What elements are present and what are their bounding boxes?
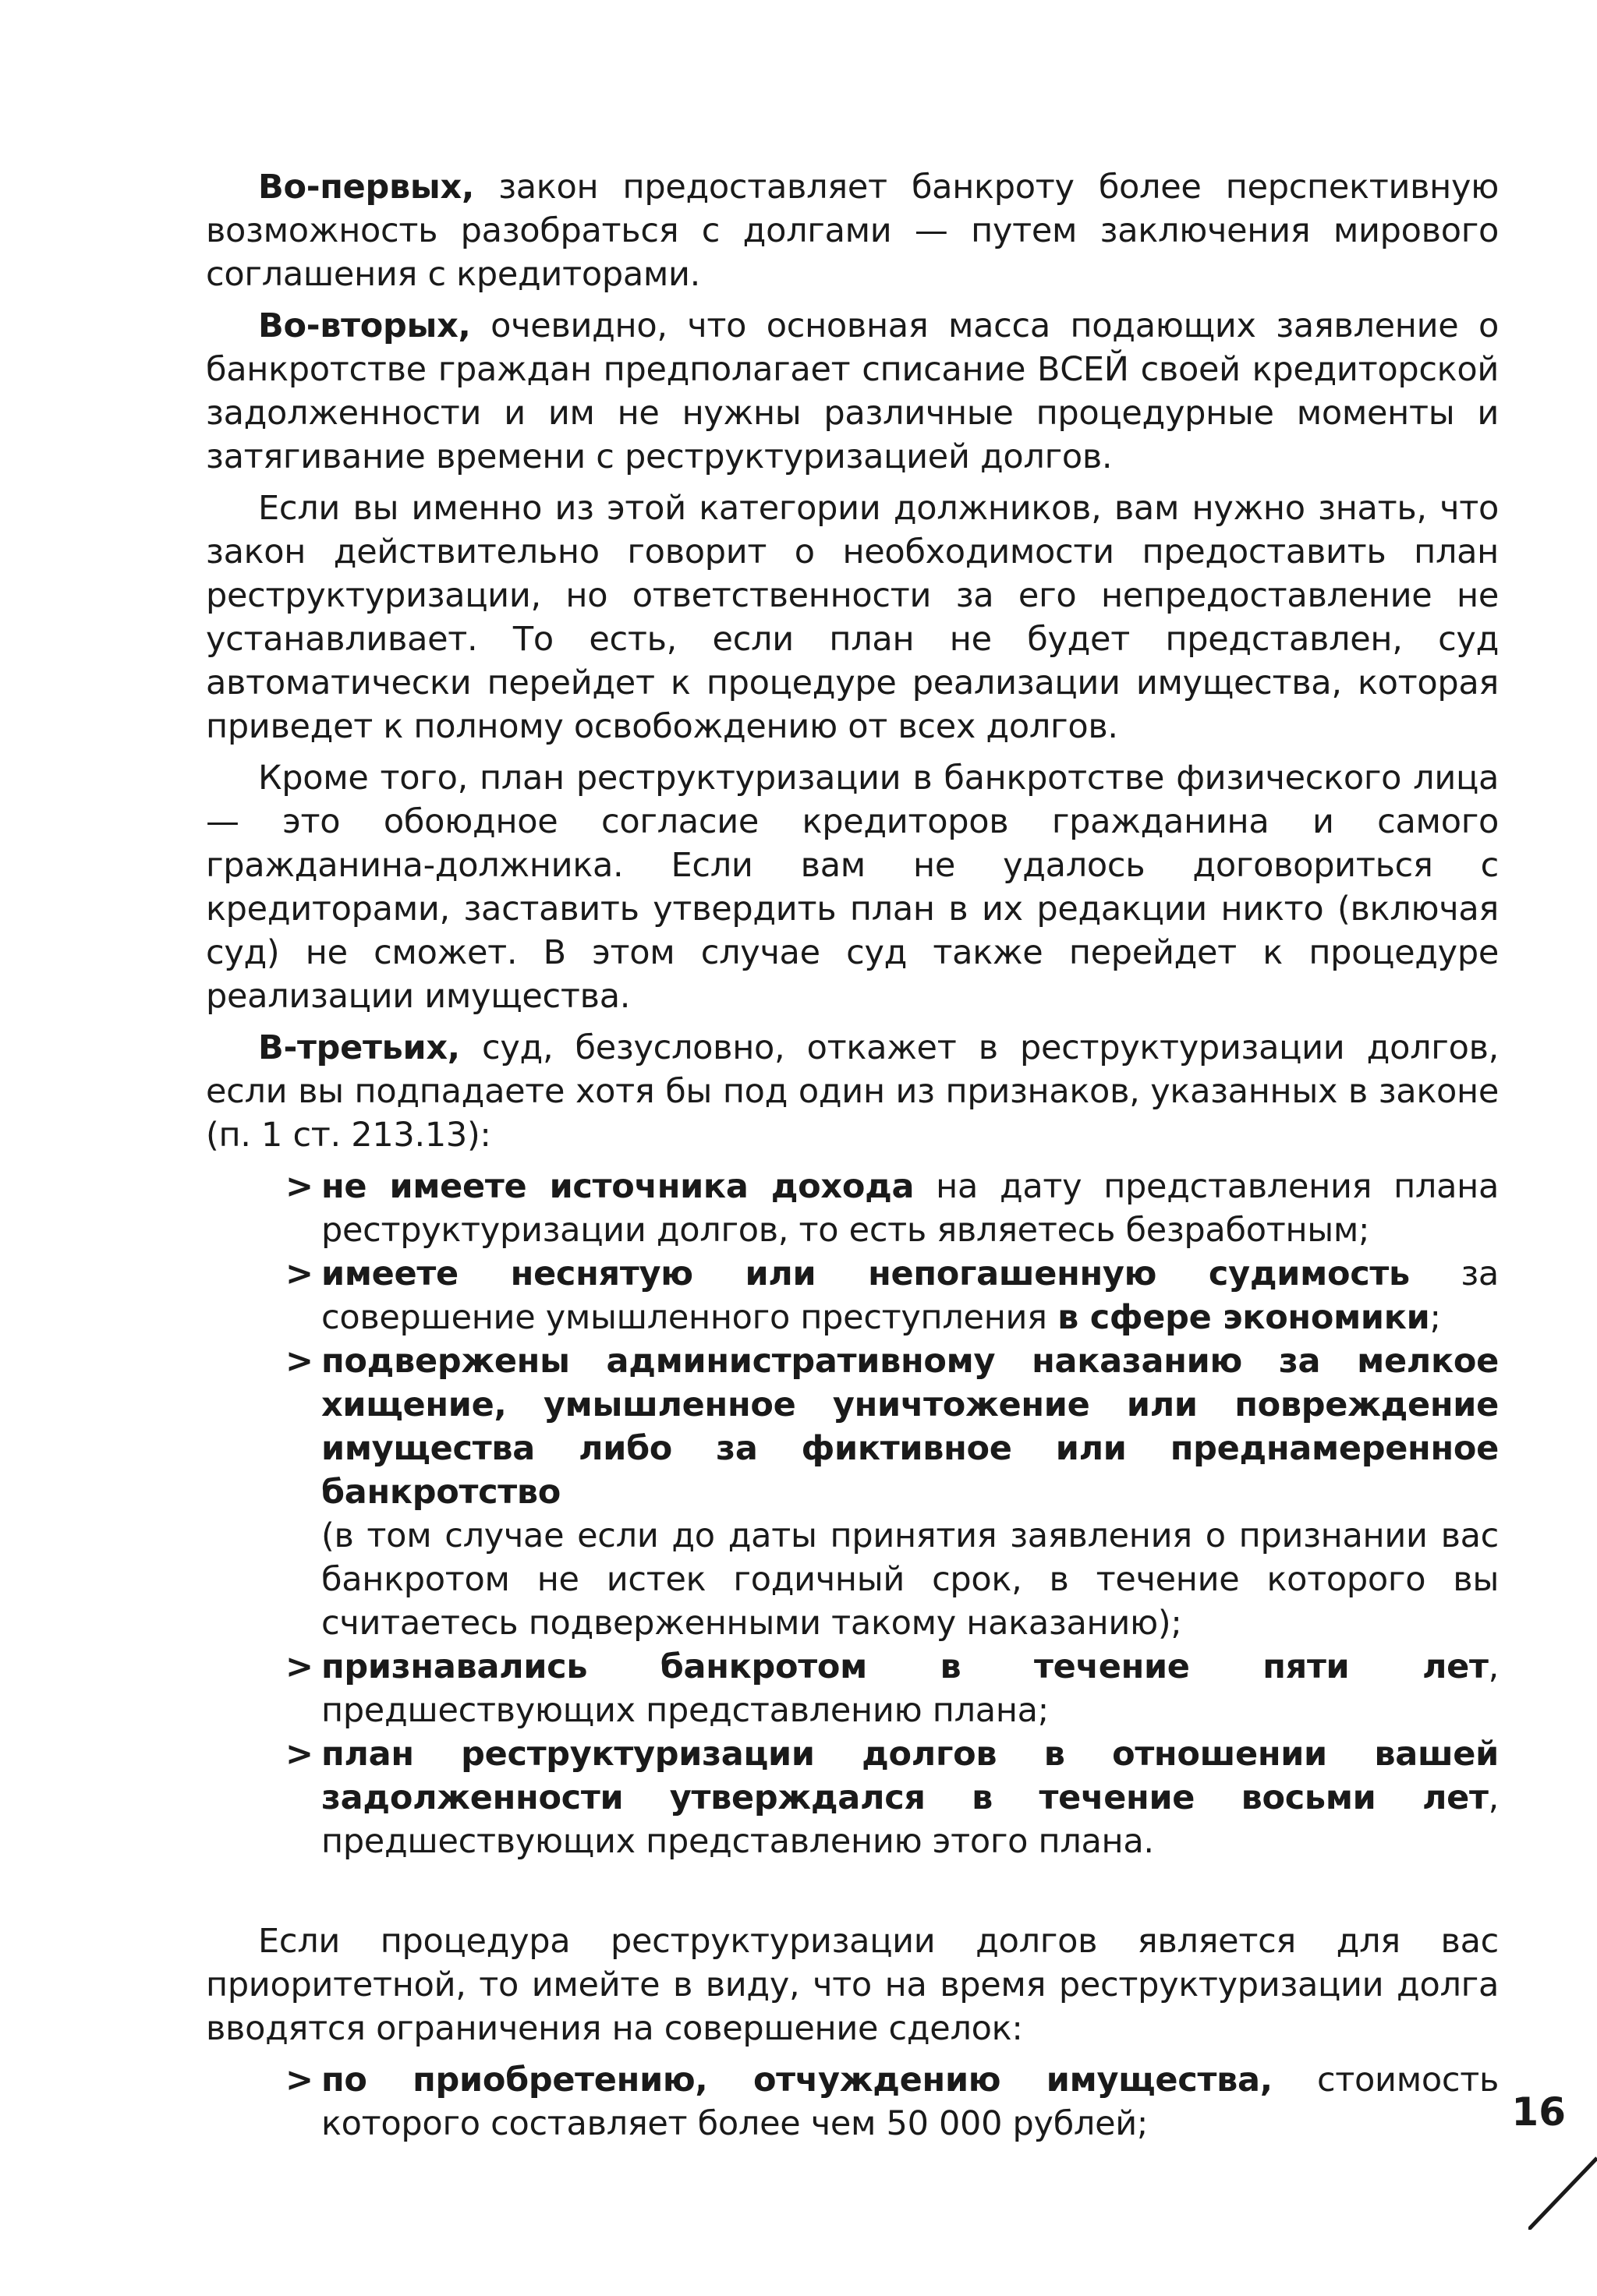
paragraph-third bbox=[206, 1026, 1499, 1157]
list-marker-icon: > bbox=[285, 1254, 313, 1293]
list-marker-icon: > bbox=[285, 1735, 313, 1774]
paragraph-text: Если процедура реструктуризации долгов является для вас приоритетной, то имейте в виду, что на время реструктуризации долга вводятся ограничения на совершение сделок: bbox=[206, 1922, 1499, 2048]
paragraph-text: закон предоставляет банкроту более перспективную возможность разобраться с долгами — путем заключения мирового соглашения с кредиторами. bbox=[206, 168, 1499, 294]
list-item-bold: план реструктуризации долгов в отношении вашей задолженности утверждался в течение восьми лет bbox=[321, 1735, 1499, 1817]
list-item-text: за совершение умышленного преступления bbox=[321, 1254, 1499, 1337]
corner-slash-decoration bbox=[1528, 2152, 1597, 2230]
list-item bbox=[285, 1732, 1499, 1863]
list-item-note: (в том случае если до даты принятия заявления о признании вас банкротом не истек годичный срок, в течение которого вы считаетесь подверженными такому наказанию); bbox=[321, 1516, 1499, 1643]
list-item-bold: подвержены административному наказанию за мелкое хищение, умышленное уничтожение или повреждение имущества либо за фиктивное или преднамеренное банкротство bbox=[321, 1342, 1499, 1512]
list-item bbox=[285, 1645, 1499, 1732]
list-item-text: , предшествующих представлению плана; bbox=[321, 1647, 1499, 1730]
document-body bbox=[206, 165, 1499, 2153]
list-marker-icon: > bbox=[285, 1167, 313, 1206]
list-item-bold: не имеете источника дохода bbox=[321, 1167, 915, 1206]
transaction-restrictions-list bbox=[206, 2058, 1499, 2146]
paragraph-first bbox=[206, 165, 1499, 296]
paragraph-text: суд, безусловно, откажет в реструктуризации долгов, если вы подпадаете хотя бы под один из признаков, указанных в законе (п. 1 ст. 213.13): bbox=[206, 1028, 1499, 1155]
list-item-bold-secondary: в сфере экономики bbox=[1057, 1298, 1430, 1337]
list-item-bold: признавались банкротом в течение пяти лет bbox=[321, 1647, 1489, 1686]
paragraph-lead: В-третьих, bbox=[258, 1028, 460, 1067]
paragraph-agreement bbox=[206, 756, 1499, 1018]
list-item-bold: по приобретению, отчуждению имущества, bbox=[321, 2061, 1273, 2100]
list-item-text: на дату представления плана реструктуризации долгов, то есть являетесь безработным; bbox=[321, 1167, 1499, 1250]
list-marker-icon: > bbox=[285, 1647, 313, 1686]
list-item-text: , предшествующих представлению этого плана. bbox=[321, 1778, 1499, 1861]
list-item-text: стоимость которого составляет более чем 50 000 рублей; bbox=[321, 2061, 1499, 2143]
list-item bbox=[285, 1252, 1499, 1339]
list-item-bold: имеете неснятую или непогашенную судимость bbox=[321, 1254, 1410, 1293]
list-item-text-secondary: ; bbox=[1429, 1298, 1441, 1337]
paragraph-lead: Во-первых, bbox=[258, 168, 474, 207]
paragraph-text: очевидно, что основная масса подающих заявление о банкротстве граждан предполагает списание ВСЕЙ своей кредиторской задолженности и им не нужны различные процедурные моменты и затягивание времени с реструктуризацией долгов. bbox=[206, 306, 1499, 476]
list-marker-icon: > bbox=[285, 2061, 313, 2100]
list-marker-icon: > bbox=[285, 1342, 313, 1381]
paragraph-category bbox=[206, 486, 1499, 748]
paragraph-priority bbox=[206, 1919, 1499, 2050]
list-item bbox=[285, 2058, 1499, 2146]
paragraph-text: Если вы именно из этой категории должников, вам нужно знать, что закон действительно говорит о необходимости предоставить план реструктуризации, но ответственности за его непредоставление не устанавливает. То есть, если план не будет представлен, суд автоматически перейдет к процедуре реализации имущества, которая приведет к полному освобождению от всех долгов. bbox=[206, 489, 1499, 746]
section-gap bbox=[206, 1871, 1499, 1919]
paragraph-lead: Во-вторых, bbox=[258, 306, 471, 345]
list-item bbox=[285, 1339, 1499, 1645]
paragraph-second bbox=[206, 304, 1499, 479]
list-item bbox=[285, 1165, 1499, 1252]
page-number: 16 bbox=[1511, 2089, 1566, 2135]
paragraph-text: Кроме того, план реструктуризации в банкротстве физического лица — это обоюдное согласие кредиторов гражданина и самого гражданина-должника. Если вам не удалось договориться с кредиторами, заставить утвердить план в их редакции никто (включая суд) не сможет. В этом случае суд также перейдет к процедуре реализации имущества. bbox=[206, 759, 1499, 1016]
refusal-criteria-list bbox=[206, 1165, 1499, 1863]
